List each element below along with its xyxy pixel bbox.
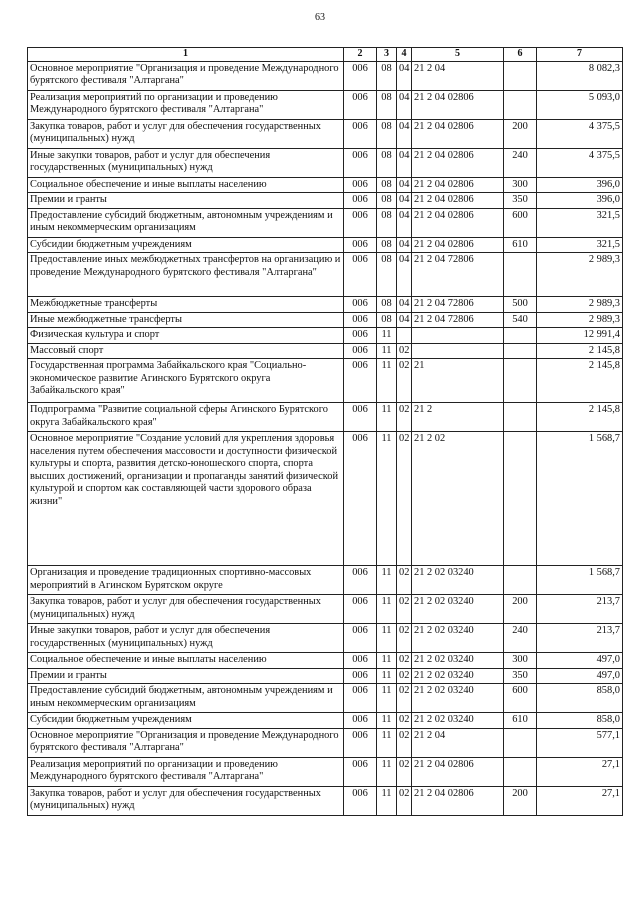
code-subsection: 02	[397, 713, 412, 729]
code-section: 11	[377, 328, 397, 344]
table-row	[28, 208, 623, 237]
code-ministry: 006	[344, 653, 377, 669]
table-row	[28, 193, 623, 209]
item-name: Закупка товаров, работ и услуг для обеспечения государственных (муниципальных) нужд	[28, 786, 344, 815]
code-section: 08	[377, 119, 397, 148]
code-section: 11	[377, 653, 397, 669]
code-expense-type: 200	[504, 786, 537, 815]
code-subsection: 02	[397, 403, 412, 432]
code-ministry: 006	[344, 193, 377, 209]
code-subsection: 02	[397, 432, 412, 566]
code-ministry: 006	[344, 148, 377, 177]
table-row	[28, 653, 623, 669]
item-name: Субсидии бюджетным учреждениям	[28, 713, 344, 729]
amount: 321,5	[537, 208, 623, 237]
code-subsection	[397, 328, 412, 344]
column-header: 3	[377, 48, 397, 62]
code-target-article: 21 2 04 72806	[412, 297, 504, 313]
code-subsection: 02	[397, 757, 412, 786]
item-name: Основное мероприятие "Создание условий для укрепления здоровья населения путем обеспечения массовости и доступности физической культуры и спорта, развития детско-юношеского спорта, спорта высших достижений, организации и пропаганды занятий физической культурой и спортом как составляющей части здорового образа жизни"	[28, 432, 344, 566]
code-section: 11	[377, 728, 397, 757]
code-target-article: 21 2 04 72806	[412, 253, 504, 297]
amount: 858,0	[537, 713, 623, 729]
code-subsection: 02	[397, 684, 412, 713]
item-name: Закупка товаров, работ и услуг для обеспечения государственных (муниципальных) нужд	[28, 119, 344, 148]
code-expense-type: 200	[504, 595, 537, 624]
code-expense-type: 200	[504, 119, 537, 148]
code-ministry: 006	[344, 566, 377, 595]
code-section: 11	[377, 359, 397, 403]
code-subsection: 04	[397, 193, 412, 209]
code-expense-type	[504, 432, 537, 566]
item-name: Предоставление субсидий бюджетным, автономным учреждениям и иным некоммерческим организациям	[28, 208, 344, 237]
code-subsection: 04	[397, 237, 412, 253]
code-section: 08	[377, 177, 397, 193]
code-target-article: 21 2 02	[412, 432, 504, 566]
column-header: 5	[412, 48, 504, 62]
amount: 4 375,5	[537, 148, 623, 177]
code-target-article: 21 2 02 03240	[412, 684, 504, 713]
code-subsection: 02	[397, 359, 412, 403]
amount: 27,1	[537, 786, 623, 815]
amount: 2 989,3	[537, 253, 623, 297]
code-ministry: 006	[344, 237, 377, 253]
item-name: Организация и проведение традиционных спортивно-массовых мероприятий в Агинском Бурятском округе	[28, 566, 344, 595]
code-subsection: 02	[397, 343, 412, 359]
column-header: 1	[28, 48, 344, 62]
code-expense-type	[504, 566, 537, 595]
item-name: Иные закупки товаров, работ и услуг для обеспечения государственных (муниципальных) нужд	[28, 148, 344, 177]
item-name: Государственная программа Забайкальского края "Социально-экономическое развитие Агинского Бурятского округа Забайкальского края"	[28, 359, 344, 403]
code-ministry: 006	[344, 713, 377, 729]
code-target-article: 21 2 04 02806	[412, 786, 504, 815]
item-name: Реализация мероприятий по организации и проведению Международного бурятского фестиваля "Алтаргана"	[28, 757, 344, 786]
code-section: 08	[377, 253, 397, 297]
code-subsection: 02	[397, 728, 412, 757]
code-target-article: 21 2 04 02806	[412, 193, 504, 209]
column-header: 7	[537, 48, 623, 62]
table-row	[28, 343, 623, 359]
code-ministry: 006	[344, 297, 377, 313]
page-number: 63	[315, 12, 325, 23]
code-target-article: 21 2 02 03240	[412, 595, 504, 624]
item-name: Премии и гранты	[28, 668, 344, 684]
table-row	[28, 595, 623, 624]
amount: 1 568,7	[537, 432, 623, 566]
amount: 8 082,3	[537, 61, 623, 90]
code-ministry: 006	[344, 432, 377, 566]
code-ministry: 006	[344, 119, 377, 148]
code-expense-type	[504, 757, 537, 786]
table-row	[28, 359, 623, 403]
amount: 2 989,3	[537, 312, 623, 328]
table-row	[28, 119, 623, 148]
amount: 4 375,5	[537, 119, 623, 148]
item-name: Социальное обеспечение и иные выплаты населению	[28, 653, 344, 669]
table-row	[28, 566, 623, 595]
code-subsection: 04	[397, 177, 412, 193]
code-subsection: 02	[397, 668, 412, 684]
code-subsection: 04	[397, 119, 412, 148]
code-ministry: 006	[344, 208, 377, 237]
code-section: 08	[377, 148, 397, 177]
code-subsection: 02	[397, 624, 412, 653]
code-expense-type	[504, 253, 537, 297]
amount: 1 568,7	[537, 566, 623, 595]
code-ministry: 006	[344, 90, 377, 119]
code-target-article: 21 2 04 02806	[412, 90, 504, 119]
code-expense-type	[504, 728, 537, 757]
amount: 321,5	[537, 237, 623, 253]
table-row	[28, 148, 623, 177]
code-target-article: 21 2 04 02806	[412, 757, 504, 786]
amount: 497,0	[537, 653, 623, 669]
table-row	[28, 90, 623, 119]
code-target-article: 21 2 04 02806	[412, 237, 504, 253]
amount: 2 145,8	[537, 359, 623, 403]
code-ministry: 006	[344, 684, 377, 713]
code-target-article: 21 2 02 03240	[412, 713, 504, 729]
amount: 2 145,8	[537, 403, 623, 432]
code-expense-type	[504, 403, 537, 432]
amount: 213,7	[537, 595, 623, 624]
code-expense-type: 240	[504, 624, 537, 653]
code-ministry: 006	[344, 786, 377, 815]
code-section: 08	[377, 208, 397, 237]
budget-table	[27, 47, 623, 816]
item-name: Массовый спорт	[28, 343, 344, 359]
table-body	[28, 61, 623, 815]
code-expense-type: 610	[504, 237, 537, 253]
code-section: 11	[377, 684, 397, 713]
column-header: 4	[397, 48, 412, 62]
code-section: 11	[377, 624, 397, 653]
code-subsection: 02	[397, 566, 412, 595]
code-section: 11	[377, 786, 397, 815]
code-section: 11	[377, 403, 397, 432]
code-expense-type: 610	[504, 713, 537, 729]
amount: 396,0	[537, 193, 623, 209]
item-name: Предоставление иных межбюджетных трансфертов на организацию и проведение Международного бурятского фестиваля "Алтаргана"	[28, 253, 344, 297]
code-target-article: 21 2 02 03240	[412, 566, 504, 595]
code-target-article: 21 2 04 02806	[412, 148, 504, 177]
code-subsection: 04	[397, 61, 412, 90]
table-row	[28, 253, 623, 297]
code-ministry: 006	[344, 624, 377, 653]
code-target-article	[412, 343, 504, 359]
code-target-article	[412, 328, 504, 344]
item-name: Межбюджетные трансферты	[28, 297, 344, 313]
code-section: 11	[377, 432, 397, 566]
code-ministry: 006	[344, 728, 377, 757]
code-section: 08	[377, 237, 397, 253]
amount: 213,7	[537, 624, 623, 653]
code-expense-type: 300	[504, 177, 537, 193]
code-section: 08	[377, 90, 397, 119]
amount: 2 989,3	[537, 297, 623, 313]
amount: 858,0	[537, 684, 623, 713]
item-name: Реализация мероприятий по организации и проведению Международного бурятского фестиваля "Алтаргана"	[28, 90, 344, 119]
table-row	[28, 757, 623, 786]
code-subsection: 04	[397, 253, 412, 297]
table-row	[28, 624, 623, 653]
code-target-article: 21 2	[412, 403, 504, 432]
code-target-article: 21 2 04 02806	[412, 177, 504, 193]
item-name: Социальное обеспечение и иные выплаты населению	[28, 177, 344, 193]
code-target-article: 21 2 04 02806	[412, 119, 504, 148]
code-expense-type	[504, 343, 537, 359]
code-target-article: 21 2 04	[412, 61, 504, 90]
code-subsection: 04	[397, 312, 412, 328]
code-section: 11	[377, 757, 397, 786]
item-name: Премии и гранты	[28, 193, 344, 209]
amount: 12 991,4	[537, 328, 623, 344]
code-expense-type: 350	[504, 668, 537, 684]
code-expense-type	[504, 61, 537, 90]
table-header-row	[28, 48, 623, 62]
code-expense-type	[504, 359, 537, 403]
code-subsection: 02	[397, 595, 412, 624]
code-ministry: 006	[344, 253, 377, 297]
code-subsection: 04	[397, 90, 412, 119]
code-expense-type: 540	[504, 312, 537, 328]
table-row	[28, 61, 623, 90]
code-section: 11	[377, 713, 397, 729]
code-ministry: 006	[344, 328, 377, 344]
table-row	[28, 237, 623, 253]
table-row	[28, 403, 623, 432]
amount: 2 145,8	[537, 343, 623, 359]
code-ministry: 006	[344, 403, 377, 432]
amount: 577,1	[537, 728, 623, 757]
table-row	[28, 328, 623, 344]
code-section: 08	[377, 193, 397, 209]
code-target-article: 21	[412, 359, 504, 403]
code-subsection: 04	[397, 297, 412, 313]
code-ministry: 006	[344, 61, 377, 90]
code-subsection: 02	[397, 653, 412, 669]
item-name: Основное мероприятие "Организация и проведение Международного бурятского фестиваля "Алтаргана"	[28, 728, 344, 757]
item-name: Иные закупки товаров, работ и услуг для обеспечения государственных (муниципальных) нужд	[28, 624, 344, 653]
code-target-article: 21 2 02 03240	[412, 653, 504, 669]
item-name: Подпрограмма "Развитие социальной сферы Агинского Бурятского округа Забайкальского края"	[28, 403, 344, 432]
table-row	[28, 177, 623, 193]
code-expense-type: 600	[504, 684, 537, 713]
code-ministry: 006	[344, 312, 377, 328]
code-expense-type: 500	[504, 297, 537, 313]
table-row	[28, 432, 623, 566]
code-ministry: 006	[344, 595, 377, 624]
code-ministry: 006	[344, 343, 377, 359]
column-header: 6	[504, 48, 537, 62]
amount: 5 093,0	[537, 90, 623, 119]
item-name: Основное мероприятие "Организация и проведение Международного бурятского фестиваля "Алтаргана"	[28, 61, 344, 90]
code-target-article: 21 2 02 03240	[412, 624, 504, 653]
code-section: 11	[377, 668, 397, 684]
code-expense-type: 350	[504, 193, 537, 209]
code-expense-type	[504, 90, 537, 119]
code-section: 08	[377, 61, 397, 90]
code-expense-type	[504, 328, 537, 344]
code-target-article: 21 2 04	[412, 728, 504, 757]
code-ministry: 006	[344, 668, 377, 684]
item-name: Предоставление субсидий бюджетным, автономным учреждениям и иным некоммерческим организациям	[28, 684, 344, 713]
code-target-article: 21 2 04 02806	[412, 208, 504, 237]
item-name: Иные межбюджетные трансферты	[28, 312, 344, 328]
amount: 396,0	[537, 177, 623, 193]
code-ministry: 006	[344, 177, 377, 193]
table-row	[28, 728, 623, 757]
table-row	[28, 786, 623, 815]
table-row	[28, 684, 623, 713]
code-subsection: 02	[397, 786, 412, 815]
item-name: Субсидии бюджетным учреждениям	[28, 237, 344, 253]
table-row	[28, 668, 623, 684]
code-section: 08	[377, 312, 397, 328]
code-section: 11	[377, 595, 397, 624]
table-row	[28, 713, 623, 729]
code-target-article: 21 2 04 72806	[412, 312, 504, 328]
code-expense-type: 300	[504, 653, 537, 669]
column-header: 2	[344, 48, 377, 62]
code-section: 08	[377, 297, 397, 313]
item-name: Закупка товаров, работ и услуг для обеспечения государственных (муниципальных) нужд	[28, 595, 344, 624]
code-expense-type: 240	[504, 148, 537, 177]
table-row	[28, 297, 623, 313]
code-subsection: 04	[397, 208, 412, 237]
code-expense-type: 600	[504, 208, 537, 237]
code-subsection: 04	[397, 148, 412, 177]
code-section: 11	[377, 566, 397, 595]
code-ministry: 006	[344, 757, 377, 786]
code-target-article: 21 2 02 03240	[412, 668, 504, 684]
code-ministry: 006	[344, 359, 377, 403]
table-row	[28, 312, 623, 328]
amount: 27,1	[537, 757, 623, 786]
code-section: 11	[377, 343, 397, 359]
amount: 497,0	[537, 668, 623, 684]
item-name: Физическая культура и спорт	[28, 328, 344, 344]
